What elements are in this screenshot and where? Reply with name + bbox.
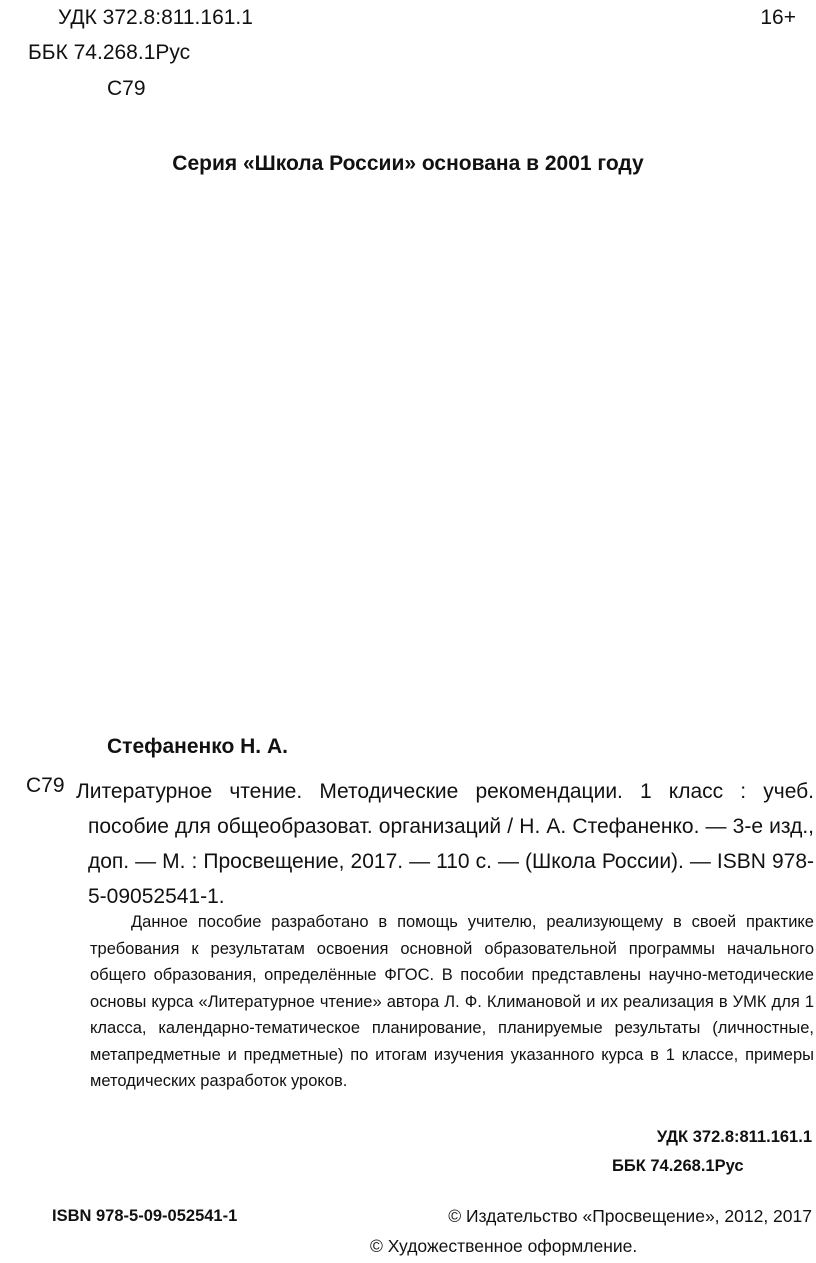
age-rating: 16+ (760, 6, 796, 29)
bbk-code: ББК 74.268.1Рус (28, 41, 191, 64)
author-code: С79 (107, 77, 146, 100)
isbn: ISBN 978-5-09-052541-1 (52, 1207, 238, 1225)
entry-code: С79 (26, 774, 65, 797)
copyright-design: © Художественное оформление. (370, 1236, 638, 1256)
footer-udk-code: УДК 372.8:811.161.1 (656, 1128, 812, 1146)
bibliographic-text: Литературное чтение. Методические рекомендации. 1 класс : учеб. пособие для общеобразоват. организаций / Н. А. Стефаненко. — 3-е изд., доп. — М. : Просвещение, 2017. — 110 с. — (Школа России). — ISBN 978-5-09052541-1. (76, 780, 814, 908)
copyright-publisher: © Издательство «Просвещение», 2012, 2017 (448, 1206, 812, 1226)
bibliographic-description (76, 774, 814, 914)
entry-author: Стефаненко Н. А. (107, 735, 288, 758)
series-note: Серия «Школа России» основана в 2001 году (172, 152, 644, 175)
footer-bbk-code: ББК 74.268.1Рус (612, 1157, 744, 1175)
udk-code: УДК 372.8:811.161.1 (58, 6, 253, 29)
annotation-paragraph: Данное пособие разработано в помощь учителю, реализующему в своей практике требования к результатам освоения основной образовательной программы начального общего образования, определённые ФГОС. В пособии представлены научно-методические основы курса «Литературное чтение» автора Л. Ф. Климановой и их реализация в УМК для 1 класса, календарно-тематическое планирование, планируемые результаты (личностные, метапредметные и предметные) по итогам изучения указанного курса в 1 классе, примеры методических разработок уроков. (90, 913, 814, 1090)
